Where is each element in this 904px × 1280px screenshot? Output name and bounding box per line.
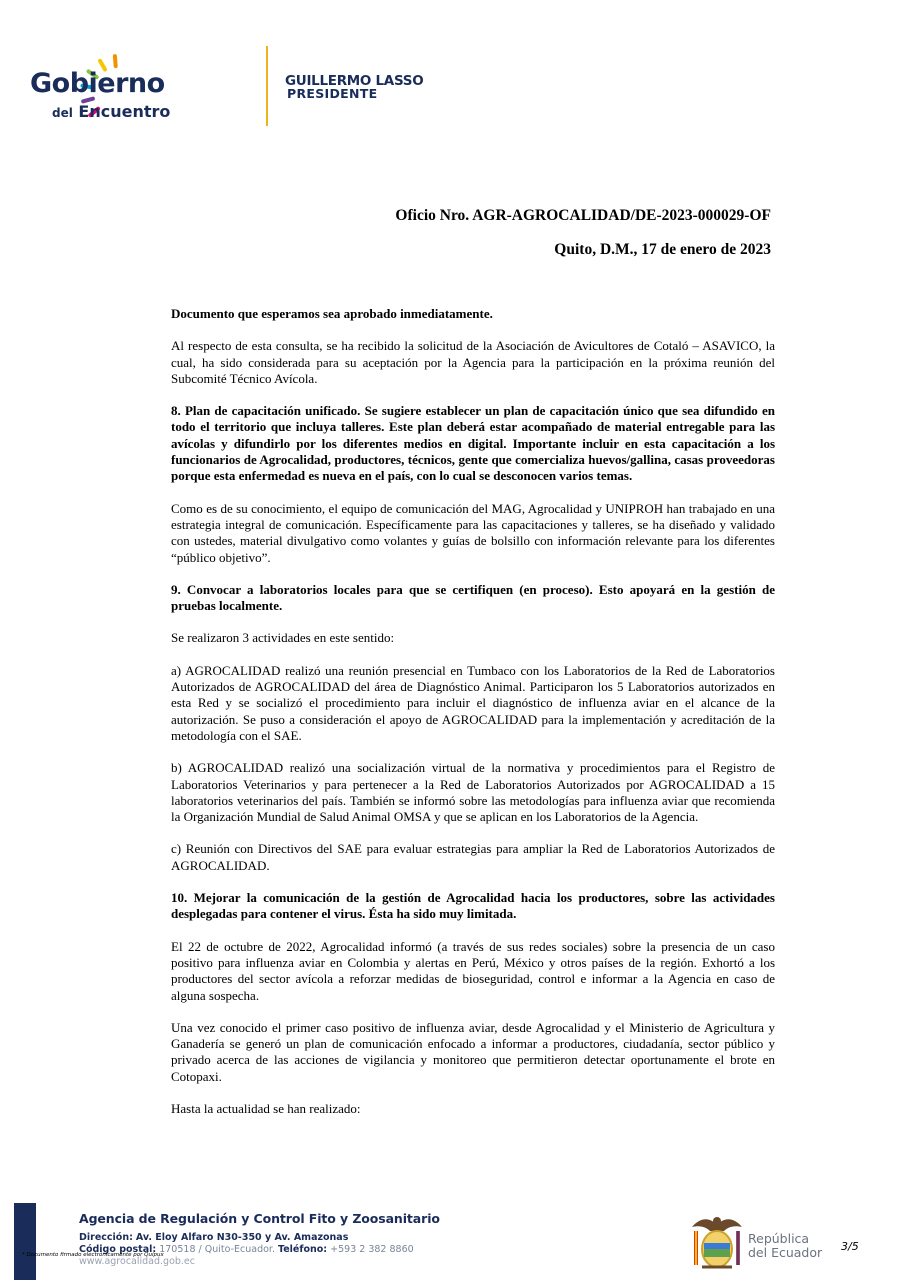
logo-text-del-encuentro bbox=[52, 103, 170, 122]
paragraph-point-9: 9. Convocar a laboratorios locales para que se certifiquen (en proceso). Esto apoyará en la gestión de pruebas localmente. bbox=[171, 581, 775, 614]
paragraph: Al respecto de esta consulta, se ha recibido la solicitud de la Asociación de Avicultores de Cotaló – ASAVICO, la cual, ha sido considerada para su aceptación por la Agencia para la participación en la próxima reunión del Subcomité Técnico Avícola. bbox=[171, 338, 775, 386]
paragraph: Se realizaron 3 actividades en este sentido: bbox=[171, 630, 395, 646]
paragraph-intro: Documento que esperamos sea aprobado inmediatamente. bbox=[171, 306, 493, 321]
document-date: Quito, D.M., 17 de enero de 2023 bbox=[554, 241, 771, 258]
paragraph-point-8: 8. Plan de capacitación unificado. Se sugiere establecer un plan de capacitación único que sea difundido en todo el territorio que incluya talleres. Este plan deberá estar acompañado de material entregable para las avícolas y difundirlo por los diferentes medios en digital. Importante incluir en esta capacitación a los funcionarios de Agrocalidad, productores, técnicos, gente que comercializa huevos/gallina, casas proveedoras porque esta enfermedad es nueva en el país, con lo cual se desconocen varios temas. bbox=[171, 403, 775, 484]
logo-text-gobierno: Gobierno bbox=[30, 68, 165, 99]
logo-text-del: del bbox=[52, 106, 73, 120]
logo-ray bbox=[115, 56, 116, 66]
paragraph: Como es de su conocimiento, el equipo de comunicación del MAG, Agrocalidad y UNIPROH han trabajado en una estrategia integral de comunicación. Específicamente para las capacitaciones y talleres, se ha diseñado y validado con ustedes, material divulgativo como volantes y guías de bolsillo con información relevante para los diferentes “público objetivo”. bbox=[171, 500, 775, 565]
phone-value: +593 2 382 8860 bbox=[330, 1244, 414, 1255]
header-divider bbox=[266, 46, 268, 126]
paragraph: Una vez conocido el primer caso positivo de influenza aviar, desde Agrocalidad y el Ministerio de Agricultura y Ganadería se generó un plan de comunicación enfocado a informar a productores, ciudadanía, sector público y privado acerca de las acciones de vigilancia y monitoreo que permitieron detectar oportunamente el brote en Cotopaxi. bbox=[171, 1019, 775, 1084]
paragraph-item-b: b) AGROCALIDAD realizó una socialización virtual de la normativa y procedimientos para el Registro de Laboratorios Veterinarios y para pertenecer a la Red de Laboratorios Autorizados por AGROCALIDAD a 15 laboratorios veterinarios del país. También se informó sobre las metodologías para influenza aviar que recomienda la Organización Mundial de Salud Animal OMSA y que se aplican en los Laboratorios de la Agencia. bbox=[171, 760, 775, 825]
coat-of-arms-icon bbox=[688, 1209, 746, 1273]
postal-value: 170518 / Quito-Ecuador. bbox=[159, 1244, 275, 1255]
signed-note: * Documento firmado electrónicamente por Quipux bbox=[22, 1252, 164, 1258]
president-title: PRESIDENTE bbox=[287, 86, 378, 101]
document-body bbox=[171, 306, 775, 1133]
republica-del-ecuador bbox=[748, 1232, 822, 1259]
address-label: Dirección: bbox=[79, 1232, 133, 1243]
footer-accent-bar bbox=[14, 1203, 36, 1280]
paragraph: Hasta la actualidad se han realizado: bbox=[171, 1100, 361, 1116]
oficio-number: Oficio Nro. AGR-AGROCALIDAD/DE-2023-000029-OF bbox=[395, 207, 771, 224]
footer-website: www.agrocalidad.gob.ec bbox=[79, 1256, 196, 1267]
republica-line2: del Ecuador bbox=[748, 1244, 823, 1260]
paragraph: El 22 de octubre de 2022, Agrocalidad informó (a través de sus redes sociales) sobre la presencia de un caso positivo para influenza aviar en Colombia y alertas en Perú, México y otros países de la región. Exhortó a los productores del sector avícola a reforzar medidas de bioseguridad, control e informar a la Agencia en caso de alguna sospecha. bbox=[171, 938, 775, 1003]
postal-label: Código postal: bbox=[79, 1244, 157, 1255]
logo-text-encuentro: Encuentro bbox=[78, 102, 171, 121]
footer-address bbox=[79, 1232, 348, 1243]
phone-label: Teléfono: bbox=[278, 1244, 328, 1255]
president-name: GUILLERMO LASSO bbox=[285, 73, 424, 89]
paragraph-item-a: a) AGROCALIDAD realizó una reunión presencial en Tumbaco con los Laboratorios de la Red de Laboratorios Autorizados de AGROCALIDAD del área de Diagnóstico Animal. Participaron los 5 Laboratorios autorizados en esta Red y se socializó el procedimiento para incluir el diagnóstico de influenza aviar en el alcance de la autorización. Se puso a consideración el apoyo de AGROCALIDAD para la implementación y acreditación de la metodología con el SAE. bbox=[171, 662, 775, 743]
paragraph-item-c: c) Reunión con Directivos del SAE para evaluar estrategias para ampliar la Red de Laboratorios Autorizados de AGROCALIDAD. bbox=[171, 841, 775, 873]
address-value: Av. Eloy Alfaro N30-350 y Av. Amazonas bbox=[135, 1232, 349, 1243]
page-number: 3/5 bbox=[841, 1240, 859, 1253]
footer-agency-name: Agencia de Regulación y Control Fito y Zoosanitario bbox=[79, 1211, 440, 1226]
republica-line1: República bbox=[748, 1231, 810, 1246]
logo-ray bbox=[83, 99, 93, 102]
paragraph-point-10: 10. Mejorar la comunicación de la gestión de Agrocalidad hacia los productores, sobre las actividades desplegadas para contener el virus. Ésta ha sido muy limitada. bbox=[171, 890, 775, 922]
